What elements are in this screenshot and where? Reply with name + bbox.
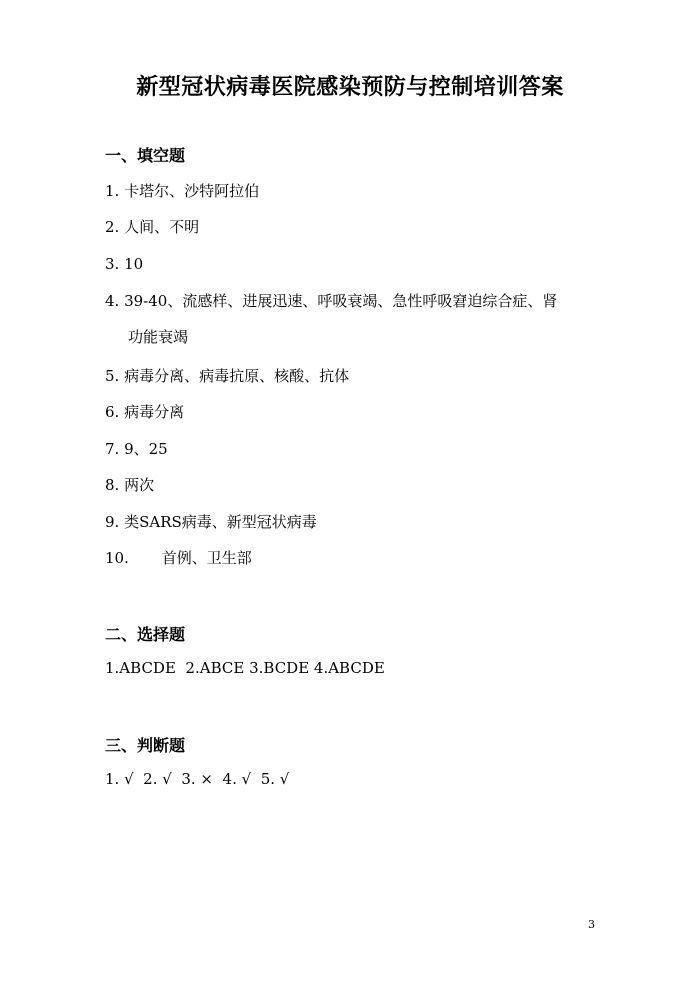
answer-item-4 <box>105 290 557 311</box>
true-false-answers: 1. √ 2. √ 3. × 4. √ 5. √ <box>105 770 290 788</box>
item-number: 3. <box>105 255 120 273</box>
answer-item-7 <box>105 438 168 459</box>
item-number: 10. <box>105 549 129 567</box>
answer-item-6 <box>105 401 184 422</box>
item-text: 9、25 <box>124 440 168 458</box>
item-number: 9. <box>105 513 120 531</box>
section-heading-fill-in: 一、填空题 <box>105 146 186 165</box>
answer-item-2 <box>105 216 199 237</box>
item-text: 39-40、流感样、进展迅速、呼吸衰竭、急性呼吸窘迫综合症、肾 <box>124 292 558 310</box>
answer-item-3 <box>105 255 143 273</box>
item-number: 4. <box>105 292 120 310</box>
item-number: 6. <box>105 403 120 421</box>
answer-item-10 <box>105 547 252 568</box>
item-text: 首例、卫生部 <box>161 549 252 567</box>
item-number: 2. <box>105 218 120 236</box>
document-title: 新型冠状病毒医院感染预防与控制培训答案 <box>136 75 564 100</box>
item-number: 7. <box>105 440 120 458</box>
answer-item-1 <box>105 180 259 201</box>
item-number: 8. <box>105 476 120 494</box>
item-number: 5. <box>105 367 120 385</box>
answer-item-9 <box>105 511 317 532</box>
section-heading-true-false: 三、判断题 <box>105 736 186 755</box>
answer-item-5 <box>105 365 349 386</box>
item-number: 1. <box>105 182 120 200</box>
item-text: 人间、不明 <box>124 218 200 236</box>
answer-item-4-continuation: 功能衰竭 <box>128 328 189 346</box>
page-number: 3 <box>588 918 595 931</box>
multiple-choice-answers: 1.ABCDE 2.ABCE 3.BCDE 4.ABCDE <box>105 659 385 677</box>
item-text: 卡塔尔、沙特阿拉伯 <box>124 182 260 200</box>
item-text: 两次 <box>124 476 155 494</box>
item-text: 病毒分离、病毒抗原、核酸、抗体 <box>124 367 350 385</box>
item-text: 病毒分离 <box>124 403 185 421</box>
section-heading-multiple-choice: 二、选择题 <box>105 625 186 644</box>
item-text: 10 <box>124 255 144 273</box>
answer-item-8 <box>105 474 154 495</box>
item-text: 类SARS病毒、新型冠状病毒 <box>124 513 317 531</box>
